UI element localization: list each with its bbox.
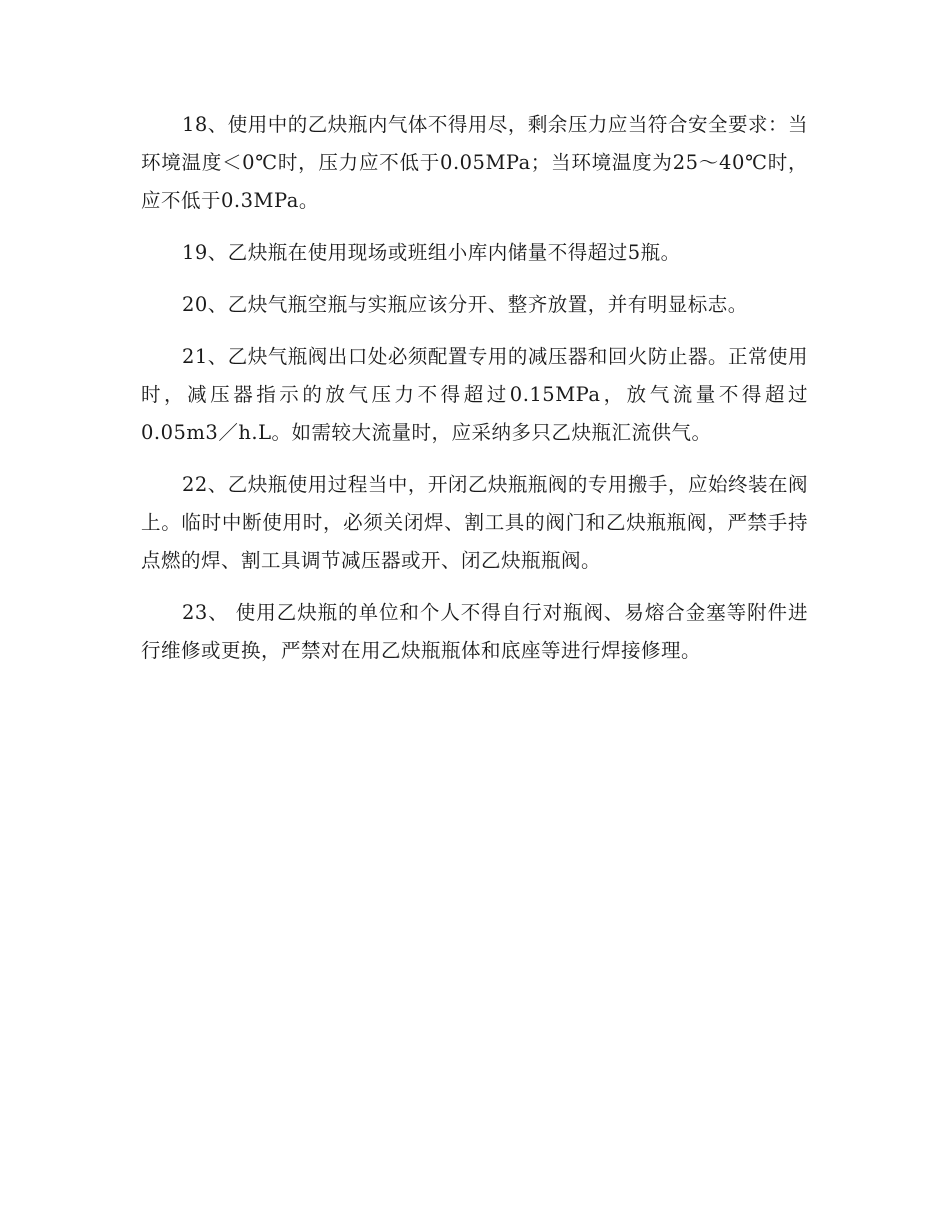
document-body	[141, 106, 808, 684]
paragraph-22: 22、乙炔瓶使用过程当中，开闭乙炔瓶瓶阀的专用搬手，应始终装在阀上。临时中断使用时，必须关闭焊、割工具的阀门和乙炔瓶瓶阀，严禁手持点燃的焊、割工具调节减压器或开、闭乙炔瓶瓶阀。	[141, 473, 808, 572]
paragraph-20: 20、乙炔气瓶空瓶与实瓶应该分开、整齐放置，并有明显标志。	[181, 293, 748, 316]
paragraph-19: 19、乙炔瓶在使用现场或班组小库内储量不得超过5瓶。	[181, 241, 681, 264]
paragraph-23: 23、 使用乙炔瓶的单位和个人不得自行对瓶阀、易熔合金塞等附件进行维修或更换，严禁对在用乙炔瓶瓶体和底座等进行焊接修理。	[141, 601, 808, 662]
paragraph-21: 21、乙炔气瓶阀出口处必须配置专用的减压器和回火防止器。正常使用时，减压器指示的放气压力不得超过0.15MPa，放气流量不得超过0.05m3／h.L。如需较大流量时，应采纳多只乙炔瓶汇流供气。	[141, 345, 808, 444]
paragraph-18: 18、使用中的乙炔瓶内气体不得用尽，剩余压力应当符合安全要求：当环境温度＜0℃时，压力应不低于0.05MPa；当环境温度为25～40℃时，应不低于0.3MPa。	[141, 113, 808, 212]
